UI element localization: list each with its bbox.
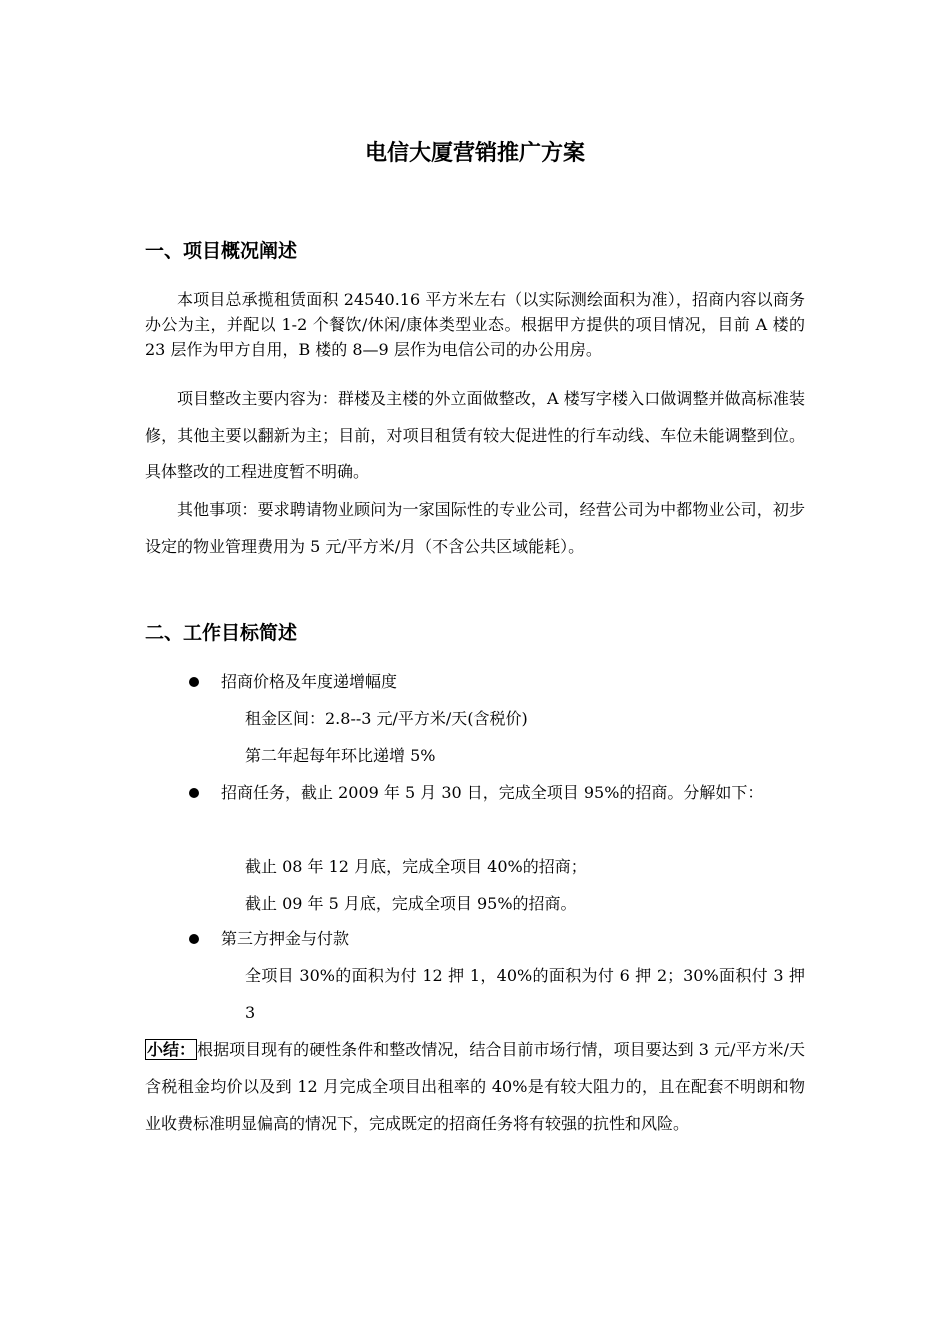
bullet-subitem: 截止 08 年 12 月底，完成全项目 40%的招商； [245, 857, 587, 876]
document-title: 电信大厦营销推广方案 [364, 141, 585, 166]
bullet-subitem: 租金区间：2.8--3 元/平方米/天(含税价) [245, 709, 528, 728]
bullet-dot-icon [189, 677, 199, 687]
bullet-text: 招商任务，截止 2009 年 5 月 30 日，完成全项目 95%的招商。分解如下： [221, 783, 764, 802]
bullet-dot-icon [189, 788, 199, 798]
overview-paragraph-1: 本项目总承揽租赁面积 24540.16 平方米左右（以实际测绘面积为准），招商内容以商务办公为主，并配以 1-2 个餐饮/休闲/康体类型业态。根据甲方提供的项目情况，目前 A 楼的 23 层作为甲方自用，B 楼的 8—9 层作为电信公司的办公用房。 [145, 290, 805, 359]
bullet-dot-icon [189, 934, 199, 944]
bullet-text: 第三方押金与付款 [221, 929, 350, 948]
summary-text: 根据项目现有的硬性条件和整改情况，结合目前市场行情，项目要达到 3 元/平方米/天含税租金均价以及到 12 月完成全项目出租率的 40%是有较大阻力的，且在配套不明朗和物业收费标准明显偏高的情况下，完成既定的招商任务将有较强的抗性和风险。 [145, 1040, 805, 1133]
overview-paragraph-3: 其他事项：要求聘请物业顾问为一家国际性的专业公司，经营公司为中都物业公司，初步设定的物业管理费用为 5 元/平方米/月（不含公共区域能耗）。 [145, 500, 805, 556]
bullet-subitem: 第二年起每年环比递增 5% [245, 746, 436, 765]
summary-label: 小结： [147, 1040, 196, 1059]
section-heading-goals: 二、工作目标简述 [145, 622, 298, 644]
section-heading-overview: 一、项目概况阐述 [145, 240, 298, 262]
bullet-text: 招商价格及年度递增幅度 [221, 672, 398, 691]
summary-paragraph [145, 1031, 805, 1142]
bullet-subitem: 全项目 30%的面积为付 12 押 1，40%的面积为付 6 押 2；30%面积付 3 押 3 [245, 966, 805, 1022]
overview-paragraph-2: 项目整改主要内容为：群楼及主楼的外立面做整改，A 楼写字楼入口做调整并做高标准装修，其他主要以翻新为主；目前，对项目租赁有较大促进性的行车动线、车位未能调整到位。具体整改的工程进度暂不明确。 [145, 389, 805, 481]
bullet-subitem: 截止 09 年 5 月底，完成全项目 95%的招商。 [245, 894, 577, 913]
